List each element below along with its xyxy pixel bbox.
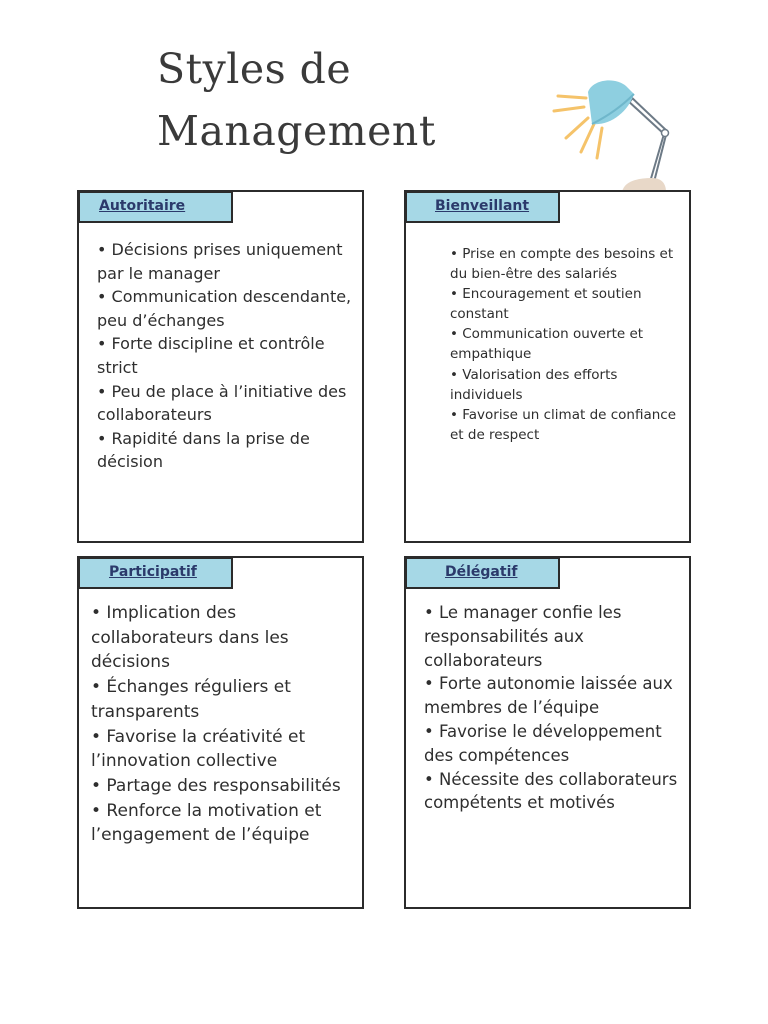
list-item: • Implication des collaborateurs dans les décisions xyxy=(91,603,289,673)
card-items-list xyxy=(424,601,686,815)
desk-lamp-icon xyxy=(548,74,672,192)
card-label-tag xyxy=(78,557,233,589)
page-title-line-1: Styles de xyxy=(157,45,352,93)
list-item: • Encouragement et soutien constant xyxy=(450,286,642,323)
card-label-tag xyxy=(78,191,233,223)
list-item: • Forte discipline et contrôle strict xyxy=(97,334,325,377)
list-item: • Le manager confie les responsabilités aux collaborateurs xyxy=(424,603,622,670)
list-item: • Communication ouverte et empathique xyxy=(450,326,644,363)
card-label: Participatif xyxy=(109,564,197,580)
card-label: Autoritaire xyxy=(99,198,186,214)
list-item: • Renforce la motivation et l’engagement de l’équipe xyxy=(91,800,322,846)
list-item: • Rapidité dans la prise de décision xyxy=(97,428,310,472)
card-label: Délégatif xyxy=(445,564,518,580)
list-item: • Partage des responsabilités xyxy=(91,775,341,796)
page-title xyxy=(157,38,436,162)
list-item: • Communication descendante, peu d’échanges xyxy=(97,287,352,330)
list-item: • Prise en compte des besoins et du bien-être des salariés xyxy=(450,246,674,283)
list-item: • Nécessite des collaborateurs compétents et motivés xyxy=(424,769,678,813)
card-participatif xyxy=(77,556,364,909)
card-items-list xyxy=(450,244,685,445)
list-item: • Forte autonomie laissée aux membres de l’équipe xyxy=(424,674,673,718)
card-items-list xyxy=(91,601,363,848)
list-item: • Décisions prises uniquement par le manager xyxy=(97,240,343,283)
card-items-list xyxy=(97,238,359,474)
list-item: • Favorise la créativité et l’innovation collective xyxy=(91,726,306,772)
card-delegatif xyxy=(404,556,691,909)
card-label-tag xyxy=(405,191,560,223)
list-item: • Peu de place à l’initiative des collaborateurs xyxy=(97,381,347,425)
list-item: • Favorise le développement des compétences xyxy=(424,721,662,765)
card-autoritaire xyxy=(77,190,364,543)
list-item: • Échanges réguliers et transparents xyxy=(91,677,291,722)
card-label: Bienveillant xyxy=(435,198,530,214)
page-title-line-2: Management xyxy=(157,107,436,155)
card-bienveillant xyxy=(404,190,691,543)
card-label-tag xyxy=(405,557,560,589)
list-item: • Favorise un climat de confiance et de respect xyxy=(450,406,677,443)
list-item: • Valorisation des efforts individuels xyxy=(450,366,618,403)
